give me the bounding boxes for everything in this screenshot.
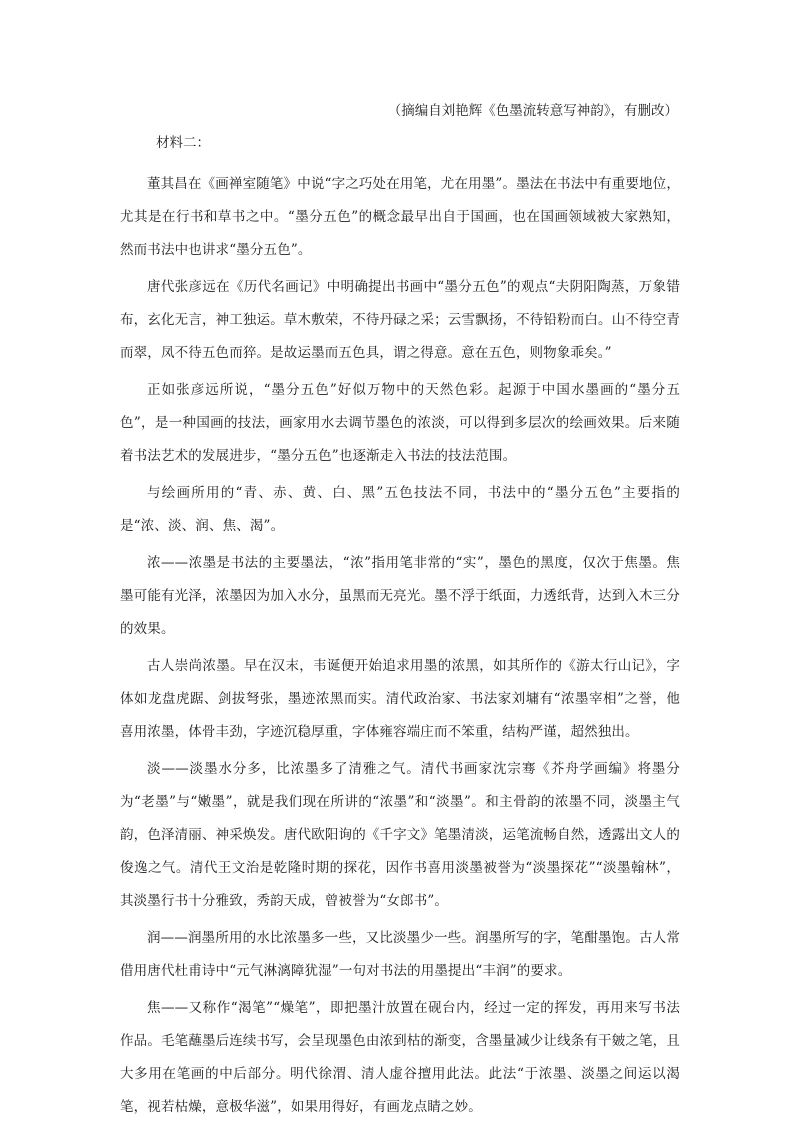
paragraph: 浓——浓墨是书法的主要墨法，“浓”指用笔非常的“实”，墨色的黑度，仅次于焦墨。焦墨可能有光泽，浓墨因为加入水分，虽黑而无亮光。墨不浮于纸面，力透纸背，达到入木三分的效果。 xyxy=(120,555,680,637)
document-page xyxy=(120,98,680,1128)
section-heading: 材料二： xyxy=(156,135,210,151)
paragraph: 与绘画所用的“青、赤、黄、白、黑”五色技法不同，书法中的“墨分五色”主要指的是“浓、淡、润、焦、渴”。 xyxy=(120,485,680,534)
paragraph: 淡——淡墨水分多，比浓墨多了清雅之气。清代书画家沈宗骞《芥舟学画编》将墨分为“老墨”与“嫩墨”，就是我们现在所讲的“浓墨”和“淡墨”。和主骨韵的浓墨不同，淡墨主气韵，色泽清丽、神采焕发。唐代欧阳询的《千字文》笔墨清淡，运笔流畅自然，透露出文人的俊逸之气。清代王文治是乾隆时期的探花，因作书喜用淡墨被誉为“淡墨探花”“淡墨翰林”，其淡墨行书十分雅致，秀韵天成，曾被誉为“女郎书”。 xyxy=(120,761,680,909)
paragraph: 润——润墨所用的水比浓墨多一些，又比淡墨少一些。润墨所写的字，笔酣墨饱。古人常借用唐代杜甫诗中“元气淋漓障犹湿”一句对书法的用墨提出“丰润”的要求。 xyxy=(120,930,680,979)
paragraph: 焦——又称作“渴笔”“燥笔”，即把墨汁放置在砚台内，经过一定的挥发，再用来写书法作品。毛笔蘸墨后连续书写，会呈现墨色由浓到枯的渐变，含墨量减少让线条有干皴之笔，且大多用在笔画的中后部分。明代徐渭、清人虚谷擅用此法。此法“于浓墨、淡墨之间运以渴笔，视若枯燥，意极华滋”，如果用得好，有画龙点睛之妙。 xyxy=(120,1000,680,1115)
paragraph: 正如张彦远所说，“墨分五色”好似万物中的天然色彩。起源于中国水墨画的“墨分五色”，是一种国画的技法，画家用水去调节墨色的浓淡，可以得到多层次的绘画效果。后来随着书法艺术的发展进步，“墨分五色”也逐渐走入书法的技法范围。 xyxy=(120,382,680,464)
paragraph: 古人崇尚浓墨。早在汉末，韦诞便开始追求用墨的浓黑，如其所作的《游太行山记》，字体如龙盘虎踞、剑拔弩张，墨迹浓黑而实。清代政治家、书法家刘墉有“浓墨宰相”之誉，他喜用浓墨，体骨丰劲，字迹沉稳厚重，字体雍容端庄而不笨重，结构严谨，超然独出。 xyxy=(120,658,680,740)
paragraph: 董其昌在《画禅室随笔》中说“字之巧处在用笔，尤在用墨”。墨法在书法中有重要地位，尤其是在行书和草书之中。“墨分五色”的概念最早出自于国画，也在国画领域被大家熟知，然而书法中也讲求“墨分五色”。 xyxy=(120,176,680,258)
source-note: （摘编自刘艳辉《色墨流转意写神韵》，有删改） xyxy=(387,103,678,119)
paragraph: 唐代张彦远在《历代名画记》中明确提出书画中“墨分五色”的观点“夫阴阳陶蒸，万象错布，玄化无言，神工独运。草木敷荣，不待丹碌之采；云雪飘扬，不待铅粉而白。山不待空青而翠，凤不待五色而猝。是故运墨而五色具，谓之得意。意在五色，则物象乖矣。” xyxy=(120,279,680,361)
